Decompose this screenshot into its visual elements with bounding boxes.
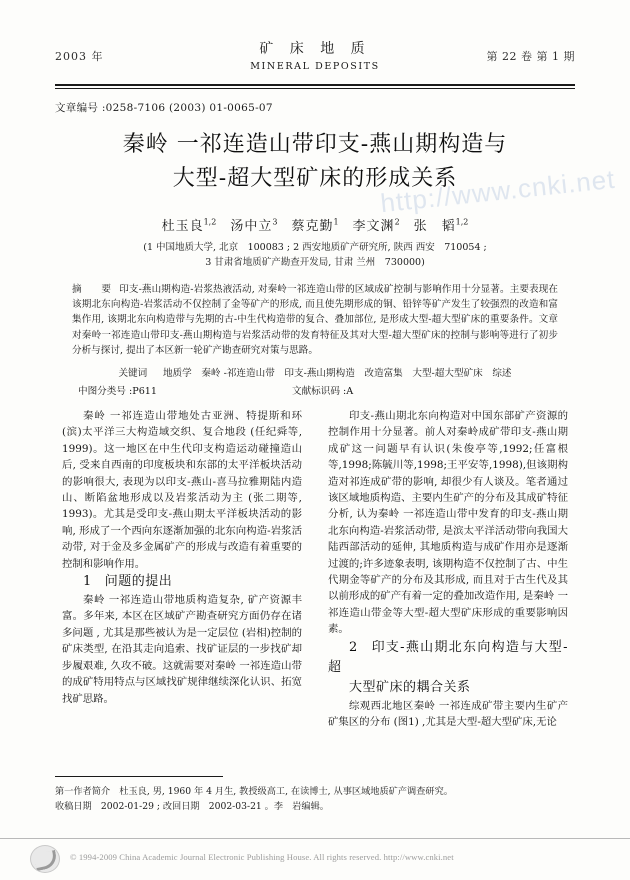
header-rule-thick bbox=[55, 84, 575, 86]
footnote-block bbox=[55, 784, 575, 814]
header-rule-thin bbox=[55, 88, 575, 89]
section-2-title-line-1: 印支-燕山期北东向构造与大型-超 bbox=[328, 639, 568, 675]
section-heading-2 bbox=[328, 638, 568, 678]
right-paragraph-1: 印支-燕山期北东向构造对中国东部矿产资源的控制作用十分显著。前人对秦岭成矿带印支-燕山期成矿这一问题早有认识(朱俊亭等,1992;任富根等,1998;陈毓川等,1998;王平安等,1998),但该期构造对祁连成矿带的影响, 却很少有人谈及。笔者通过该区域地质构造、主要内生矿产的分布及其成矿特征分析, 认为秦岭 一祁连造山带中发育的印支-燕山期北东向构造-岩浆活动带, 是滨太平洋活动带向我国大陆西部活动的延伸, 其地质构造与成矿作用亦是逐渐过渡的;许多迹象表明, 该期构造不仅控制了古、中生代期金等矿产的分布及其形成, 而且对于古生代及其以前形成的矿产有着一定的叠加改造作用, 是秦岭 一祁连造山带金等大型-超大型矿床形成的重要影响因素。 bbox=[328, 410, 568, 636]
section-heading-1 bbox=[62, 572, 302, 592]
section-heading-2-cont bbox=[328, 678, 568, 698]
section-2-number: 2 bbox=[349, 639, 358, 655]
header-year: 2003 年 bbox=[55, 50, 104, 63]
journal-title-en: MINERAL DEPOSITS bbox=[250, 61, 380, 72]
right-paragraph-2: 综观西北地区秦岭 一祁连成矿带主要内生矿产矿集区的分布 (图1) ,尤其是大型-超大型矿床,无论 bbox=[328, 699, 568, 729]
abstract-label: 摘 要 bbox=[72, 284, 117, 295]
section-1-number: 1 bbox=[83, 574, 92, 590]
page-title bbox=[55, 128, 575, 196]
footer-rule bbox=[0, 838, 630, 839]
clc-number: 中图分类号 :P611 bbox=[78, 386, 158, 397]
document-code: 文献标识码 :A bbox=[292, 386, 354, 397]
keywords-label: 关键词 bbox=[118, 368, 148, 379]
abstract-block bbox=[72, 282, 558, 358]
submission-dates: 收稿日期 2002-01-29 ; 改回日期 2002-03-21 。李 岩编辑。 bbox=[55, 801, 329, 812]
body-column-right bbox=[328, 408, 568, 731]
section-2-title-line-2: 大型矿床的耦合关系 bbox=[349, 679, 471, 695]
cnki-logo-icon bbox=[30, 845, 60, 873]
affiliation-line-2: 3 甘肃省地质矿产勘查开发局, 甘肃 兰州 730000) bbox=[205, 257, 425, 268]
watermark-text: http://www.cnki.net bbox=[379, 163, 617, 219]
page-header bbox=[55, 38, 575, 84]
article-number: 文章编号 :0258-7106 (2003) 01-0065-07 bbox=[55, 102, 273, 114]
title-line-2: 大型-超大型矿床的形成关系 bbox=[172, 166, 458, 191]
affiliation-line-1: (1 中国地质大学, 北京 100083 ; 2 西安地质矿产研究所, 陕西 西安 710054 ; bbox=[143, 242, 487, 253]
left-paragraph-1: 秦岭 一祁连造山带地处古亚洲、特提斯和环 (滨)太平洋三大构造域交织、复合地段 (任纪舜等, 1999)。这一地区在中生代印支构造运动碰撞造山后, 受来自西南的印度板块和东部的太平洋板块活动的影响很大, 表现为以印支-燕山-喜马拉雅期陆内造山、断陷盆地形成以及岩浆活动为主 (张二期等, 1993)。尤其是受印支-燕山期太平洋板块活动的影响, 形成了一个西向东逐渐加强的北东向构造-岩浆活动带, 对于金及多金属矿产的形成与改造有着重要的控制和影响作用。 bbox=[62, 410, 302, 570]
journal-title-cn: 矿 床 地 质 bbox=[259, 41, 371, 57]
body-column-left bbox=[62, 408, 302, 707]
logo-swoosh-shape bbox=[33, 850, 58, 871]
left-paragraph-2: 秦岭 一祁连造山带地质构造复杂, 矿产资源丰富。多年来, 本区在区域矿产勘查研究方面仍存在诸多问题 , 尤其是那些被认为是一定层位 (岩相)控制的矿床类型, 在沿其走向追索、找矿证层的一步找矿却步履艰难, 久攻不破。这就需要对秦岭 一祁连造山带的成矿特用特点与区域找矿规律继续深化认识、拓宽找矿思路。 bbox=[62, 594, 302, 705]
keywords-block bbox=[72, 366, 558, 381]
header-volume-issue: 第 22 卷 第 1 期 bbox=[486, 50, 575, 63]
keywords-text: 地质学 秦岭 -祁连造山带 印支-燕山期构造 改造富集 大型-超大型矿床 综述 bbox=[162, 368, 512, 379]
copyright-notice: © 1994-2009 China Academic Journal Electronic Publishing House. All rights reserved. http://www.cnki.net bbox=[70, 852, 454, 862]
author-list: 杜玉良$^{1,2}$ 汤中立$^3$ 蔡克勤$^1$ 李文渊$^2$ 张 韬$^{1,2}$ bbox=[161, 217, 469, 234]
affiliation bbox=[55, 240, 575, 270]
abstract-text: 印支-燕山期构造-岩浆热液活动, 对秦岭一祁连造山带的区域成矿控制与影响作用十分显著。主要表现在该期北东向构造-岩浆活动不仅控制了金等矿产的形成, 而且使先期形成的铜、铅锌等矿产发生了较强烈的改造和富集作用, 该期北东向构造带与先期的古-中生代构造带的复合、叠加部位, 是形成大型-超大型矿床的重要条件。文章对秦岭一祁连造山带印支-燕山期构造与岩浆活动带的发育特征及其对大型-超大型矿床的控制与影响等进行了初步分析与探讨, 提出了本区新一轮矿产勘查研究对策与思路。 bbox=[72, 284, 558, 356]
footnote-rule bbox=[55, 776, 223, 777]
author-bio: 第一作者简介 杜玉良, 男, 1960 年 4 月生, 教授级高工, 在读博士, 从事区域地质矿产调查研究。 bbox=[55, 786, 453, 797]
section-1-title: 问题的提出 bbox=[104, 574, 173, 590]
title-line-1: 秦岭 一祁连造山带印支-燕山期构造与 bbox=[122, 132, 508, 157]
